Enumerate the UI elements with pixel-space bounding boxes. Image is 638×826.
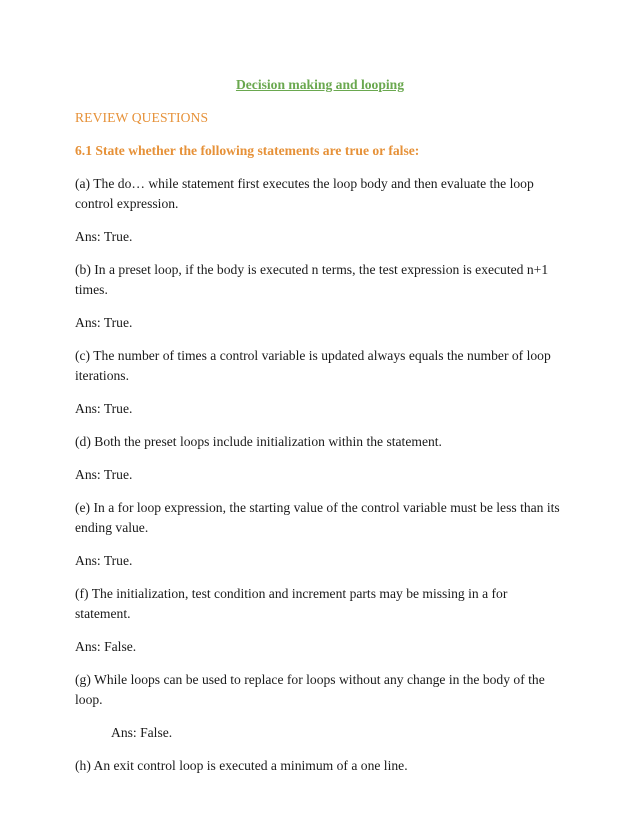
answer-e: Ans: True. bbox=[75, 553, 133, 568]
document-title: Decision making and looping bbox=[235, 77, 405, 92]
question-h: (h) An exit control loop is executed a minimum of a one line. bbox=[75, 758, 408, 773]
answer-b: Ans: True. bbox=[75, 315, 133, 330]
question-a: (a) The do… while statement first executes the loop body and then evaluate the loop control expression. bbox=[75, 176, 534, 211]
subsection-heading: 6.1 State whether the following statements are true or false: bbox=[75, 143, 420, 158]
answer-c: Ans: True. bbox=[75, 401, 133, 416]
section-heading: REVIEW QUESTIONS bbox=[75, 110, 209, 125]
question-b: (b) In a preset loop, if the body is executed n terms, the test expression is executed n+1 times. bbox=[75, 262, 549, 297]
question-d: (d) Both the preset loops include initialization within the statement. bbox=[75, 434, 442, 449]
document-content bbox=[75, 75, 565, 789]
answer-a: Ans: True. bbox=[75, 229, 133, 244]
question-e: (e) In a for loop expression, the starting value of the control variable must be less than its ending value. bbox=[75, 500, 560, 535]
answer-g: Ans: False. bbox=[111, 725, 173, 740]
question-g: (g) While loops can be used to replace for loops without any change in the body of the loop. bbox=[75, 672, 545, 707]
answer-d: Ans: True. bbox=[75, 467, 133, 482]
question-c: (c) The number of times a control variable is updated always equals the number of loop iterations. bbox=[75, 348, 551, 383]
question-f: (f) The initialization, test condition and increment parts may be missing in a for statement. bbox=[75, 586, 508, 621]
answer-f: Ans: False. bbox=[75, 639, 137, 654]
